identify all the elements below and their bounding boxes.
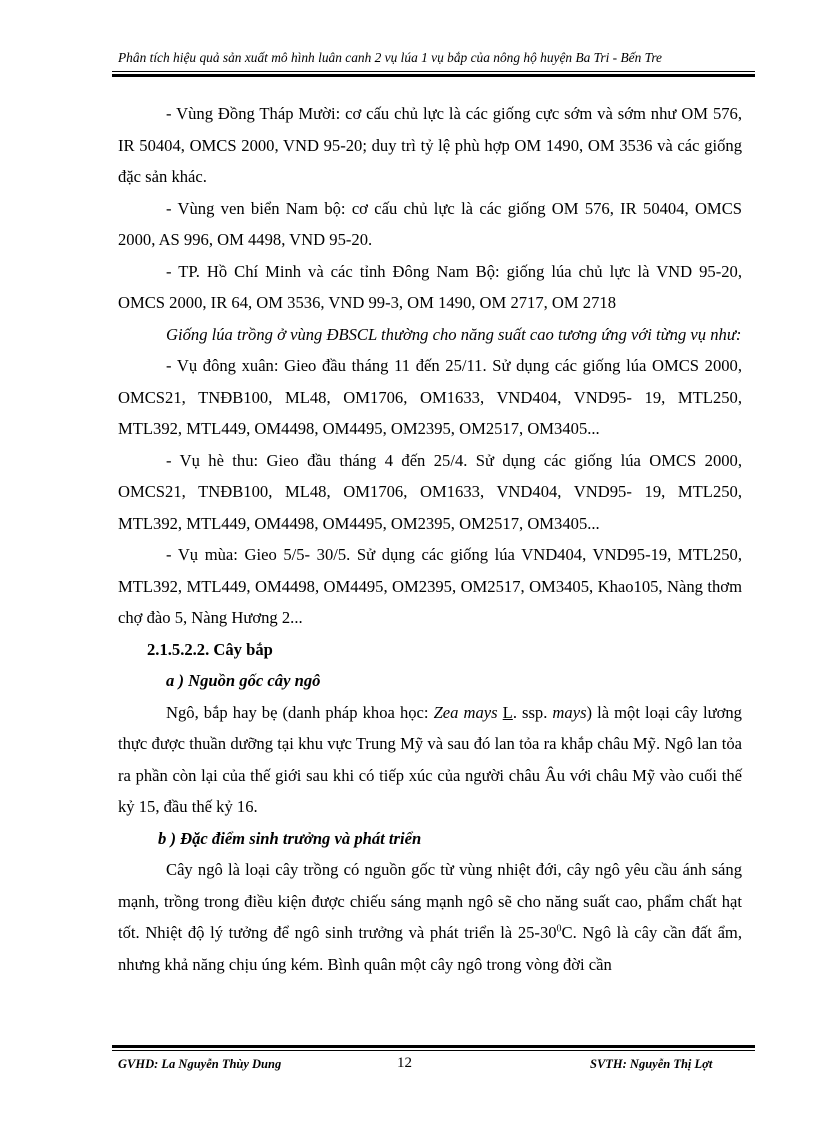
- paragraph-origin: Ngô, bắp hay bẹ (danh pháp khoa học: Zea mays L. ssp. mays) là một loại cây lương thực được thuần dưỡng tại khu vực Trung Mỹ và sau đó lan tỏa ra khắp châu Mỹ. Ngô lan tỏa ra phần còn lại của thế giới sau khi có tiếp xúc của người châu Âu với châu Mỹ vào cuối thế kỷ 15, đầu thế kỷ 16.: [118, 702, 742, 816]
- page-number: 12: [397, 1055, 412, 1071]
- footer-rule-thin: [112, 1050, 755, 1051]
- page-header-title: Phân tích hiệu quả sản xuất mô hình luân canh 2 vụ lúa 1 vụ bắp của nông hộ huyện Ba Tri - Bến Tre: [118, 50, 662, 65]
- page-body: [118, 98, 742, 980]
- paragraph-ven-bien: - Vùng ven biển Nam bộ: cơ cấu chủ lực là các giống OM 576, IR 50404, OMCS 2000, AS 996, OM 4498, VND 95-20.: [118, 198, 742, 249]
- subheading-origin: a ) Nguồn gốc cây ngô: [166, 671, 321, 690]
- header-rule-thick: [112, 74, 755, 77]
- footer-student: SVTH: Nguyễn Thị Lợt: [590, 1057, 713, 1071]
- section-heading: 2.1.5.2.2. Cây bắp: [147, 639, 273, 659]
- paragraph-growth: Cây ngô là loại cây trồng có nguồn gốc từ vùng nhiệt đới, cây ngô yêu cầu ánh sáng mạnh, trồng trong điều kiện được chiếu sáng mạnh ngô sẽ cho năng suất cao, phẩm chất hạt tốt. Nhiệt độ lý tưởng để ngô sinh trưởng và phát triển là $25-30^0C$. Ngô là cây cần đất ẩm, nhưng khả năng chịu úng kém. Bình quân một cây ngô trong vòng đời cần: [118, 860, 742, 974]
- paragraph-dong-thap-muoi: - Vùng Đồng Tháp Mười: cơ cấu chủ lực là các giống cực sớm và sớm như OM 576, IR 50404, OMCS 2000, VND 95-20; duy trì tỷ lệ phù hợp OM 1490, OM 3536 và các giống đặc sản khác.: [118, 104, 742, 186]
- paragraph-hcm: - TP. Hồ Chí Minh và các tỉnh Đông Nam Bộ: giống lúa chủ lực là VND 95-20, OMCS 2000, IR 64, OM 3536, VND 99-3, OM 1490, OM 2717, OM 2718: [118, 261, 742, 312]
- paragraph-dong-xuan: - Vụ đông xuân: Gieo đầu tháng 11 đến 25/11. Sử dụng các giống lúa OMCS 2000, OMCS21, TNĐB100, ML48, OM1706, OM1633, VND404, VND95- 19, MTL250, MTL392, MTL449, OM4498, OM4495, OM2395, OM2517, OM3405...: [118, 356, 742, 438]
- footer-rule-thick: [112, 1045, 755, 1048]
- paragraph-mekong-intro: Giống lúa trồng ở vùng ĐBSCL thường cho năng suất cao tương ứng với từng vụ như:: [166, 324, 742, 344]
- paragraph-vu-mua: - Vụ mùa: Gieo 5/5- 30/5. Sử dụng các giống lúa VND404, VND95-19, MTL250, MTL392, MTL449, OM4498, OM4495, OM2395, OM2517, OM3405, Khao105, Nàng thơm chợ đào 5, Nàng Hương 2...: [118, 545, 742, 627]
- paragraph-he-thu: - Vụ hè thu: Gieo đầu tháng 4 đến 25/4. Sử dụng các giống lúa OMCS 2000, OMCS21, TNĐB100, ML48, OM1706, OM1633, VND404, VND95- 19, MTL250, MTL392, MTL449, OM4498, OM4495, OM2395, OM2517, OM3405...: [118, 450, 742, 533]
- header-rule-thin: [112, 71, 755, 72]
- footer-advisor: GVHD: La Nguyễn Thùy Dung: [118, 1057, 282, 1071]
- subheading-growth: b ) Đặc điểm sinh trưởng và phát triển: [158, 828, 422, 848]
